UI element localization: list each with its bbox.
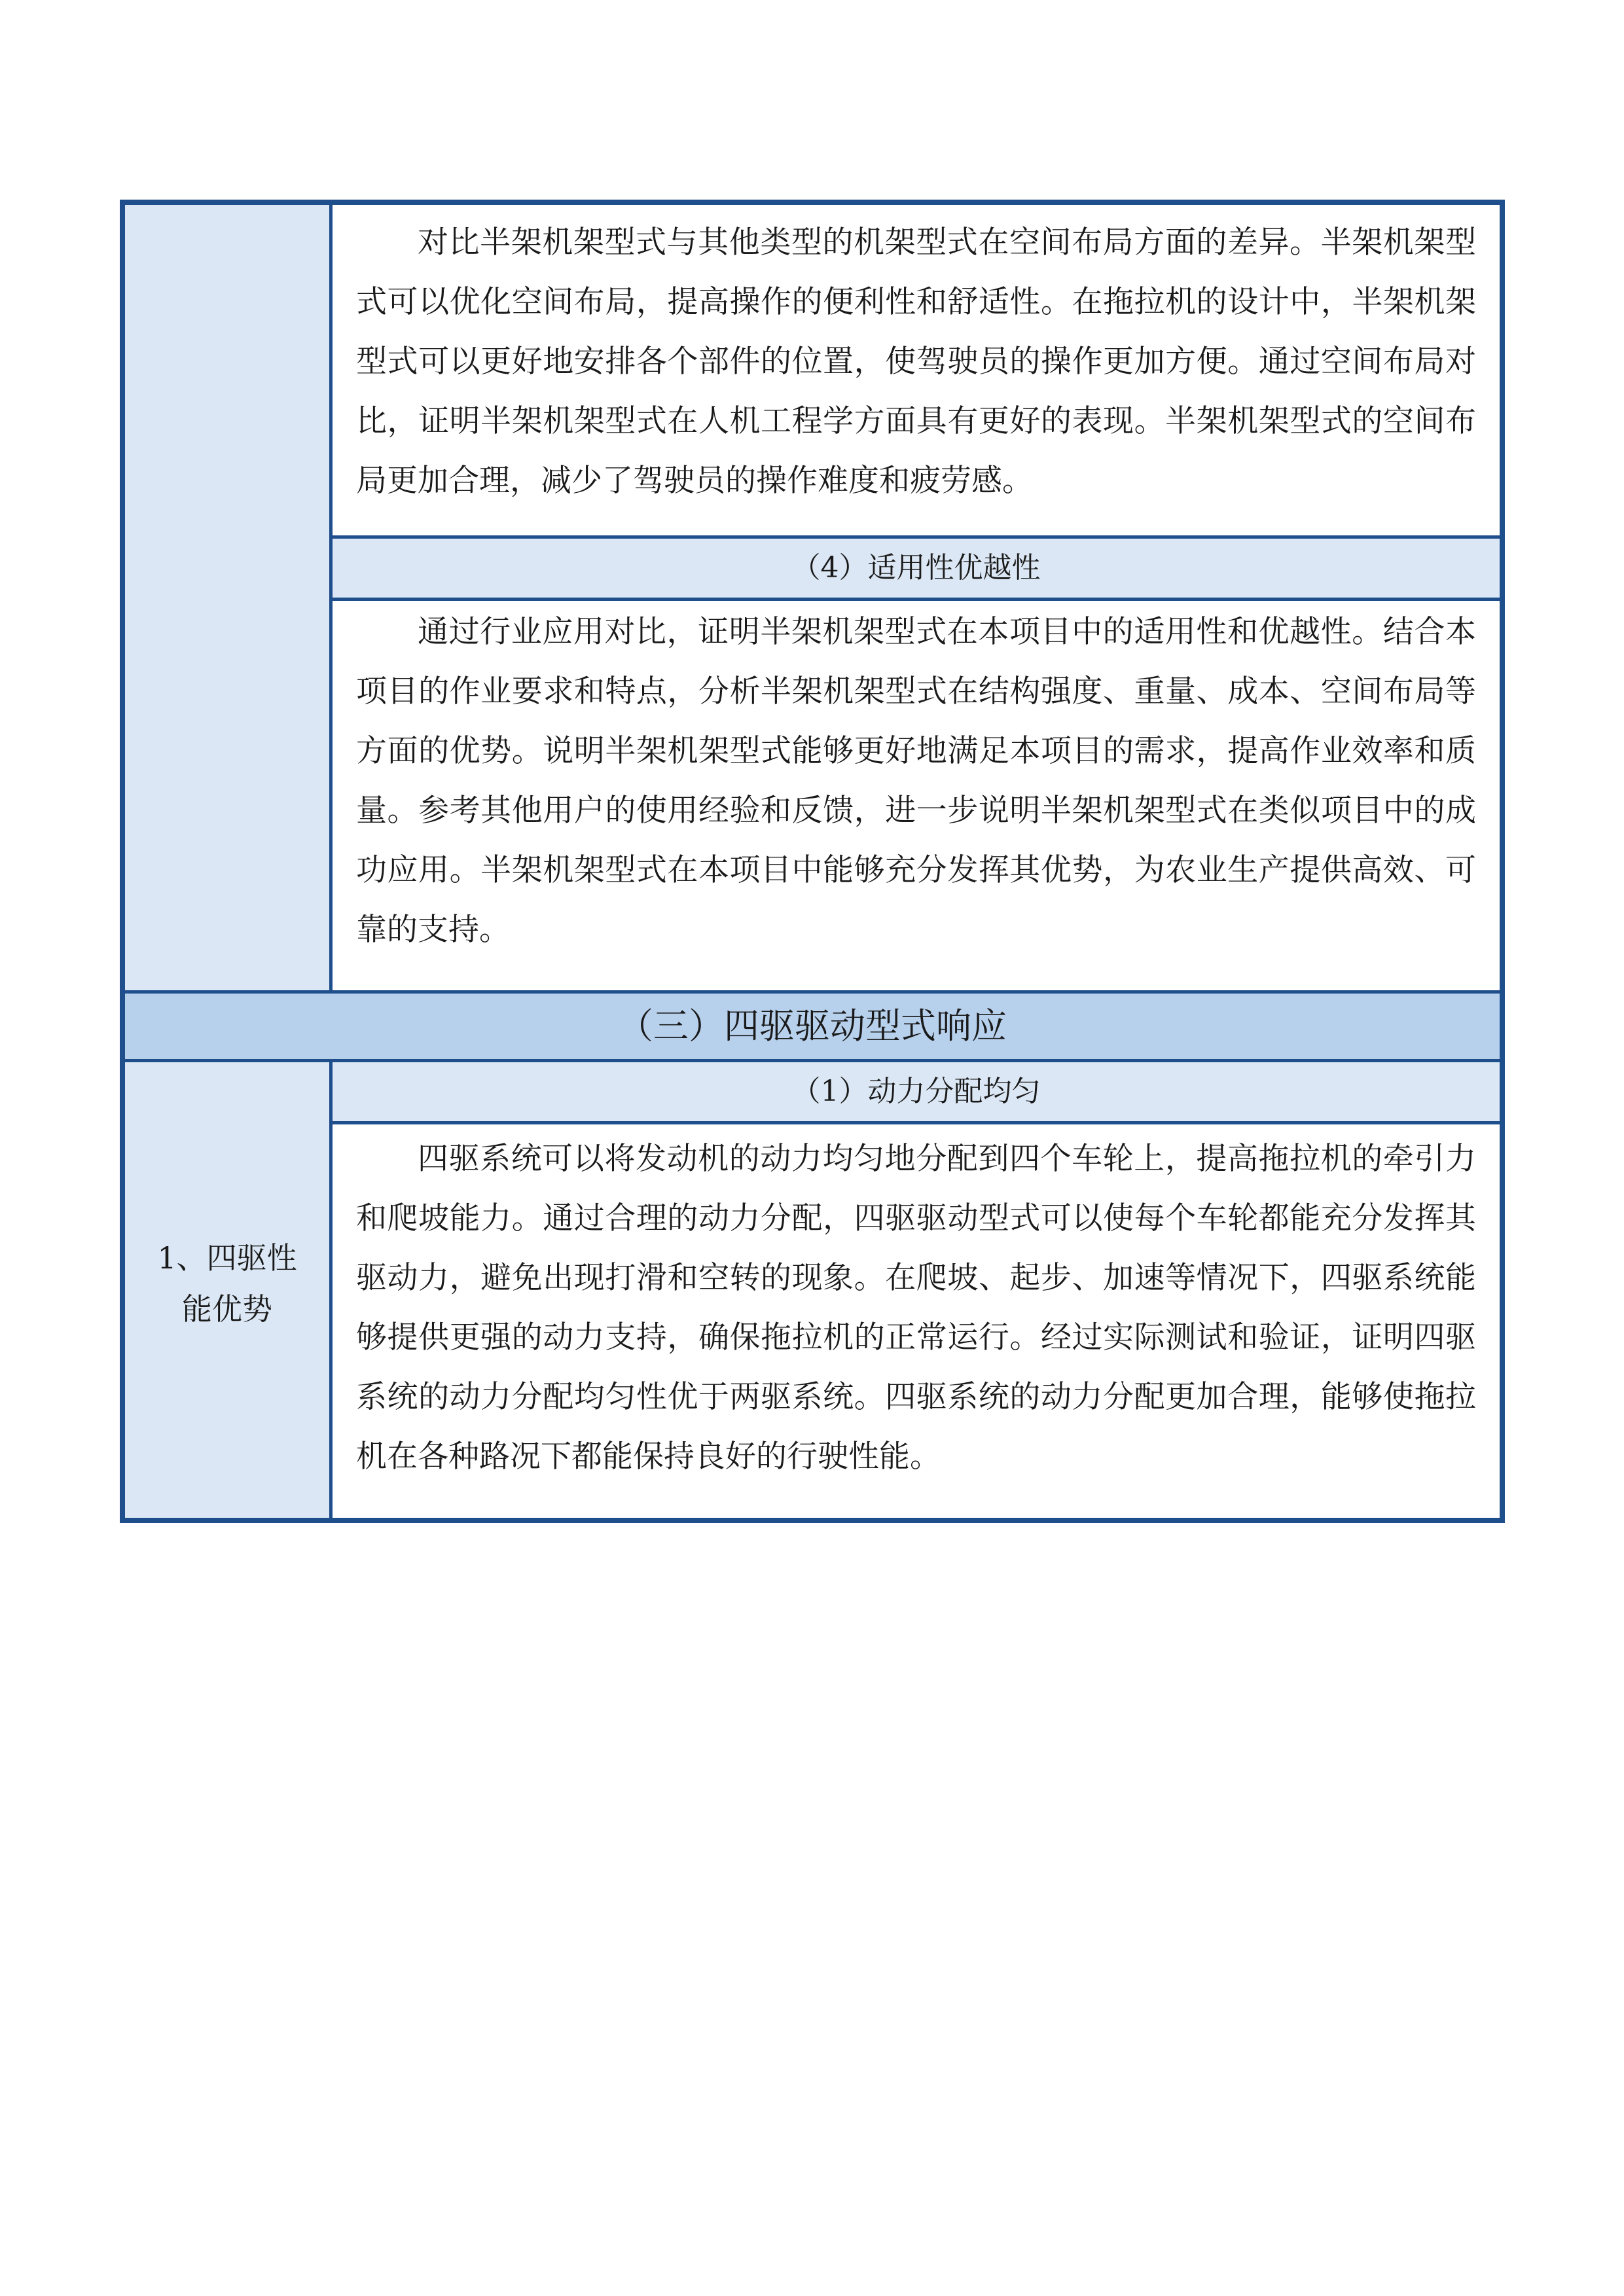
side-column-lower [125,1062,333,1518]
side-column-upper [125,205,333,994]
side-label: 1、四驱性能优势 [157,1240,297,1327]
power-distribution-paragraph: 四驱系统可以将发动机的动力均匀地分配到四个车轮上，提高拖拉机的牵引力和爬坡能力。通过合理的动力分配，四驱驱动型式可以使每个车轮都能充分发挥其驱动力，避免出现打滑和空转的现象。在爬坡、起步、加速等情况下，四驱系统能够提供更强的动力支持，确保拖拉机的正常运行。经过实际测试和验证，证明四驱系统的动力分配均匀性优于两驱系统。四驱系统的动力分配更加合理，能够使拖拉机在各种路况下都能保持良好的行驶性能。 [356,1141,1476,1475]
applicability-heading: （4）适用性优越性 [333,539,1500,601]
content-table [120,200,1505,1523]
applicability-paragraph: 通过行业应用对比，证明半架机架型式在本项目中的适用性和优越性。结合本项目的作业要求和特点，分析半架机架型式在结构强度、重量、成本、空间布局等方面的优势。说明半架机架型式能够更好地满足本项目的需求，提高作业效率和质量。参考其他用户的使用经验和反馈，进一步说明半架机架型式在类似项目中的成功应用。半架机架型式在本项目中能够充分发挥其优势，为农业生产提供高效、可靠的支持。 [356,614,1476,948]
power-distribution-heading: （1）动力分配均匀 [333,1062,1500,1124]
space-layout-paragraph: 对比半架机架型式与其他类型的机架型式在空间布局方面的差异。半架机架型式可以优化空间布局，提高操作的便利性和舒适性。在拖拉机的设计中，半架机架型式可以更好地安排各个部件的位置，使驾驶员的操作更加方便。通过空间布局对比，证明半架机架型式在人机工程学方面具有更好的表现。半架机架型式的空间布局更加合理，减少了驾驶员的操作难度和疲劳感。 [356,224,1476,499]
section-title: （三）四驱驱动型式响应 [125,990,1500,1062]
